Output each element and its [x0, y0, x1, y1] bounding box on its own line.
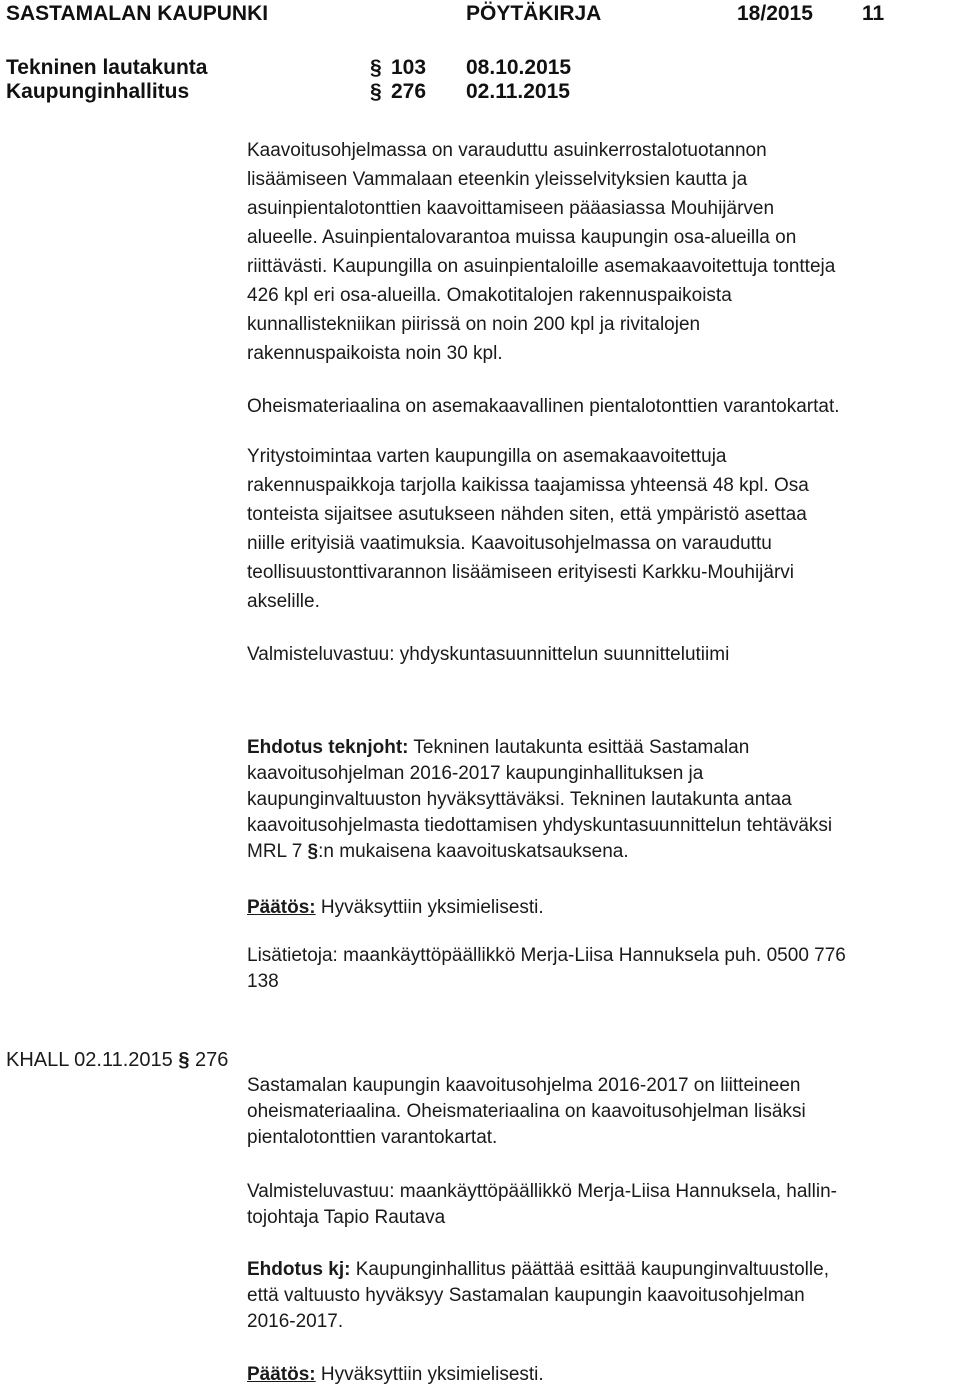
text-line: kunnallistekniikan piirissä on noin 200 kpl ja rivitalojen: [247, 314, 701, 335]
decision-label: Päätös:: [247, 1364, 316, 1385]
text-line: kaavoitusohjelmasta tiedottamisen yhdyskuntasuunnittelun tehtäväksi: [247, 815, 833, 836]
text-fragment: :n mukaisena kaavoituskatsauksena.: [318, 841, 629, 862]
text-fragment: 276: [189, 1049, 229, 1071]
decision-city-board: [247, 1360, 947, 1389]
proposal-text: Kaupunginhallitus päättää esittää kaupunginvaltuustolle,: [350, 1259, 829, 1280]
text-line: Lisätietoja: maankäyttöpäällikkö Merja-Liisa Hannuksela puh. 0500 776: [247, 945, 846, 966]
section-mark-icon: §: [178, 1049, 190, 1071]
header-section-number: 103: [391, 56, 427, 79]
text-line: Sastamalan kaupungin kaavoitusohjelma 2016-2017 on liitteineen: [247, 1075, 801, 1096]
text-line: 2016-2017.: [247, 1311, 344, 1332]
document-type: PÖYTÄKIRJA: [466, 2, 602, 25]
text-line: [247, 839, 947, 865]
text-line: teollisuustonttivarannon lisäämiseen erityisesti Karkku-Mouhijärvi: [247, 562, 795, 583]
text-line: rakennuspaikkoja tarjolla kaikissa taajamissa yhteensä 48 kpl. Osa: [247, 475, 809, 496]
decision-text: Hyväksyttiin yksimielisesti.: [315, 1364, 544, 1385]
decision-text: Hyväksyttiin yksimielisesti.: [315, 897, 544, 918]
page-number: 11: [862, 2, 885, 25]
paragraph-zoning-program: [247, 136, 947, 368]
text-line: alueelle. Asuinpientalovarantoa muissa kaupungin osa-alueilla on: [247, 227, 797, 248]
text-line: [247, 893, 947, 922]
text-line: tonteista sijaitsee asutukseen nähden siten, että ympäristö asettaa: [247, 504, 807, 525]
decision-label: Päätös:: [247, 897, 316, 918]
proposal-technical-director: [247, 735, 947, 865]
paragraph-supplementary-material: [247, 392, 947, 421]
section-mark-icon: §: [370, 56, 382, 79]
text-line: akselille.: [247, 591, 320, 612]
text-line: lisäämiseen Vammalaan eteenkin yleisselvityksien kautta ja: [247, 169, 748, 190]
preparation-responsibility: [247, 640, 947, 669]
text-line: 138: [247, 971, 279, 992]
text-line: Yritystoimintaa varten kaupungilla on asemakaavoitettuja: [247, 446, 727, 467]
text-line: asuinpientalotonttien kaavoittamiseen pääasiassa Mouhijärven: [247, 198, 775, 219]
header-meeting-date: 08.10.2015: [466, 56, 572, 79]
text-fragment: KHALL 02.11.2015: [6, 1049, 179, 1071]
additional-information: [247, 943, 947, 995]
text-line: että valtuusto hyväksyy Sastamalan kaupungin kaavoitusohjelman: [247, 1285, 805, 1306]
text-line: Kaavoitusohjelmassa on varauduttu asuinkerrostalotuotannon: [247, 140, 767, 161]
section-mark-icon: §: [370, 80, 382, 103]
header-meeting-date: 02.11.2015: [466, 80, 570, 103]
city-board-paragraph: [247, 1073, 947, 1151]
organization-name: SASTAMALAN KAUPUNKI: [6, 2, 269, 25]
header-body-city-board: Kaupunginhallitus: [6, 80, 190, 103]
city-board-meeting-heading: [6, 1046, 228, 1075]
text-line: 426 kpl eri osa-alueilla. Omakotitalojen rakennuspaikoista: [247, 285, 732, 306]
text-line: [247, 1360, 947, 1389]
proposal-text: Tekninen lautakunta esittää Sastamalan: [408, 737, 750, 758]
text-fragment: MRL 7: [247, 841, 308, 862]
text-line: Valmisteluvastuu: maankäyttöpäällikkö Merja-Liisa Hannuksela, hallin-: [247, 1181, 837, 1202]
text-line: rakennuspaikoista noin 30 kpl.: [247, 343, 503, 364]
text-line: oheismateriaalina. Oheismateriaalina on kaavoitusohjelman lisäksi: [247, 1101, 806, 1122]
text-line: [247, 1257, 947, 1283]
city-board-preparation-responsibility: [247, 1179, 947, 1231]
proposal-label: Ehdotus kj:: [247, 1259, 351, 1280]
text-line: niille erityisiä vaatimuksia. Kaavoitusohjelmassa on varauduttu: [247, 533, 772, 554]
paragraph-business-plots: [247, 442, 947, 616]
text-line: kaavoitusohjelman 2016-2017 kaupunginhallituksen ja: [247, 763, 704, 784]
text-line: tojohtaja Tapio Rautava: [247, 1207, 446, 1228]
text-line: Valmisteluvastuu: yhdyskuntasuunnittelun suunnittelutiimi: [247, 644, 730, 665]
text-line: [247, 735, 947, 761]
header-section-number: 276: [391, 80, 427, 103]
proposal-city-manager: [247, 1257, 947, 1335]
text-line: Oheismateriaalina on asemakaavallinen pientalotonttien varantokartat.: [247, 396, 840, 417]
proposal-label: Ehdotus teknjoht:: [247, 737, 409, 758]
text-line: kaupunginvaltuuston hyväksyttäväksi. Tekninen lautakunta antaa: [247, 789, 792, 810]
decision-technical-board: [247, 893, 947, 922]
header-body-technical-board: Tekninen lautakunta: [6, 56, 208, 79]
text-line: pientalotonttien varantokartat.: [247, 1127, 498, 1148]
document-number: 18/2015: [737, 2, 813, 25]
text-line: riittävästi. Kaupungilla on asuinpientaloille asemakaavoitettuja tontteja: [247, 256, 836, 277]
section-mark-icon: §: [307, 841, 319, 862]
